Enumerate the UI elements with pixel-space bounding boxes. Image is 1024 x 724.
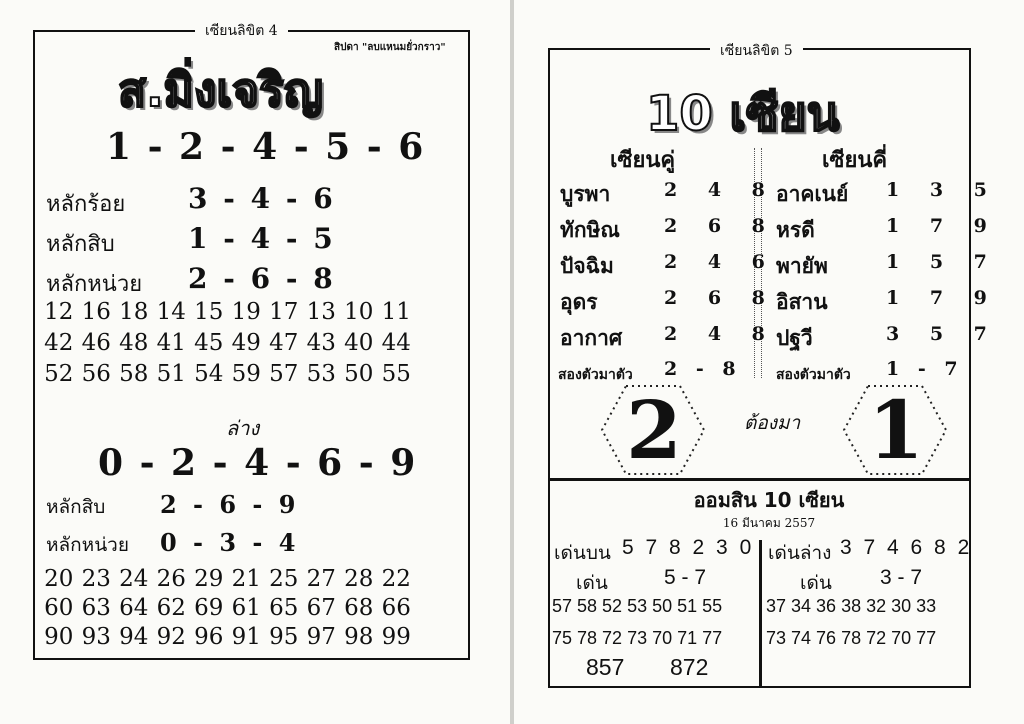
grid-cell: 58 xyxy=(119,361,149,387)
even-pair-label: สองตัวมาตัว xyxy=(558,367,633,383)
top-row-1: 57 58 52 53 50 51 55 xyxy=(552,596,723,616)
grid-cell: 99 xyxy=(381,624,411,650)
grid-cell: 10 xyxy=(344,299,374,325)
even-digits-2: 2 6 8 xyxy=(664,215,777,237)
odd-digits-2: 1 7 9 xyxy=(886,215,999,237)
grid-cell: 91 xyxy=(231,624,261,650)
even-digits-1: 2 4 8 xyxy=(664,179,777,201)
even-pair-value: 2 - 8 xyxy=(664,358,742,380)
grid-cell: 45 xyxy=(194,330,224,356)
must-even-digit: 2 xyxy=(626,383,682,477)
grid-cell: 69 xyxy=(194,595,224,621)
right-page xyxy=(514,0,1024,724)
grid-cell: 42 xyxy=(44,330,74,356)
row-label-tens: หลักสิบ xyxy=(46,232,115,257)
grid-cell: 62 xyxy=(156,595,186,621)
odd-dir-4: อิสาน xyxy=(776,290,828,314)
main-numbers: 1 - 2 - 4 - 5 - 6 xyxy=(106,126,426,168)
grid-cell: 43 xyxy=(306,330,336,356)
grid-cell: 51 xyxy=(156,361,186,387)
even-header: เซียนคู่ xyxy=(610,148,676,173)
grid-cell: 40 xyxy=(344,330,374,356)
grid-cell: 17 xyxy=(269,299,299,325)
lower-label: ล่าง xyxy=(226,416,260,440)
top-den-value: 5 - 7 xyxy=(664,566,707,589)
row-value-lower-units: 0 - 3 - 4 xyxy=(160,528,300,557)
top-number-grid xyxy=(40,299,415,387)
grid-cell: 24 xyxy=(119,566,149,592)
grid-cell: 94 xyxy=(119,624,149,650)
row-value-hundreds: 3 - 4 - 6 xyxy=(188,182,336,215)
odd-header: เซียนคี่ xyxy=(822,148,888,173)
row-value-tens: 1 - 4 - 5 xyxy=(188,222,336,255)
bottom-number-grid xyxy=(40,566,415,650)
even-digits-5: 2 4 8 xyxy=(664,323,777,345)
left-page-label: เซียนลิขิต 4 xyxy=(195,20,288,42)
grid-cell: 97 xyxy=(306,624,336,650)
grid-cell: 61 xyxy=(231,595,261,621)
bottom-row-1: 37 34 36 38 32 30 33 xyxy=(766,596,937,616)
summary-top-rule xyxy=(548,478,971,481)
grid-cell: 65 xyxy=(269,595,299,621)
odd-pair-value: 1 - 7 xyxy=(886,358,964,380)
even-dir-5: อากาศ xyxy=(560,326,623,350)
grid-cell: 44 xyxy=(381,330,411,356)
row-label-lower-tens: หลักสิบ xyxy=(46,496,106,518)
grid-cell: 48 xyxy=(119,330,149,356)
bottom-den-label: เด่น xyxy=(800,573,832,594)
grid-cell: 13 xyxy=(306,299,336,325)
bottom-row-2: 73 74 76 78 72 70 77 xyxy=(766,628,937,648)
grid-cell: 20 xyxy=(44,566,74,592)
left-page xyxy=(0,0,510,724)
credit-text: สิปดา "ลบแหนมยั่วกราว" xyxy=(334,42,446,53)
left-title: ส.มิ่งเจริญ xyxy=(118,63,323,117)
grid-cell: 21 xyxy=(231,566,261,592)
odd-digits-5: 3 5 7 xyxy=(886,323,999,345)
grid-cell: 64 xyxy=(119,595,149,621)
grid-cell: 16 xyxy=(81,299,111,325)
grid-cell: 95 xyxy=(269,624,299,650)
top-label: เด่นบน xyxy=(554,543,611,564)
grid-cell: 18 xyxy=(119,299,149,325)
grid-cell: 90 xyxy=(44,624,74,650)
grid-cell: 49 xyxy=(231,330,261,356)
grid-cell: 23 xyxy=(81,566,111,592)
odd-digits-4: 1 7 9 xyxy=(886,287,999,309)
grid-cell: 27 xyxy=(306,566,336,592)
grid-cell: 12 xyxy=(44,299,74,325)
grid-cell: 60 xyxy=(44,595,74,621)
odd-dir-1: อาคเนย์ xyxy=(776,182,849,206)
odd-dir-3: พายัพ xyxy=(776,254,828,278)
grid-cell: 29 xyxy=(194,566,224,592)
odd-pair-label: สองตัวมาตัว xyxy=(776,367,851,383)
bottom-label: เด่นล่าง xyxy=(768,543,832,564)
grid-cell: 68 xyxy=(344,595,374,621)
grid-cell: 92 xyxy=(156,624,186,650)
even-digits-4: 2 6 8 xyxy=(664,287,777,309)
grid-cell: 25 xyxy=(269,566,299,592)
top-row-2: 75 78 72 73 70 71 77 xyxy=(552,628,723,648)
must-label: ต้องมา xyxy=(744,412,801,434)
even-digits-3: 2 4 6 xyxy=(664,251,777,273)
summary-divider xyxy=(759,540,762,688)
triple-2: 872 xyxy=(670,654,709,680)
grid-cell: 52 xyxy=(44,361,74,387)
grid-cell: 50 xyxy=(344,361,374,387)
top-den-label: เด่น xyxy=(576,573,608,594)
right-page-label: เซียนลิขิต 5 xyxy=(710,40,803,62)
bottom-digits: 3 7 4 6 8 2 xyxy=(840,536,973,559)
grid-cell: 96 xyxy=(194,624,224,650)
odd-digits-1: 1 3 5 xyxy=(886,179,999,201)
odd-dir-5: ปฐวี xyxy=(776,326,813,350)
grid-cell: 26 xyxy=(156,566,186,592)
lower-numbers: 0 - 2 - 4 - 6 - 9 xyxy=(98,442,418,484)
grid-cell: 46 xyxy=(81,330,111,356)
must-odd-digit: 1 xyxy=(868,383,924,477)
grid-cell: 19 xyxy=(231,299,261,325)
even-dir-4: อุดร xyxy=(560,290,598,314)
row-label-hundreds: หลักร้อย xyxy=(46,192,126,217)
grid-cell: 57 xyxy=(269,361,299,387)
grid-cell: 56 xyxy=(81,361,111,387)
grid-cell: 15 xyxy=(194,299,224,325)
grid-cell: 47 xyxy=(269,330,299,356)
grid-cell: 55 xyxy=(381,361,411,387)
row-value-lower-tens: 2 - 6 - 9 xyxy=(160,490,300,519)
grid-cell: 11 xyxy=(381,299,411,325)
triple-1: 857 xyxy=(586,654,625,680)
odd-digits-3: 1 5 7 xyxy=(886,251,999,273)
grid-cell: 67 xyxy=(306,595,336,621)
grid-cell: 54 xyxy=(194,361,224,387)
grid-cell: 66 xyxy=(381,595,411,621)
row-value-units: 2 - 6 - 8 xyxy=(188,262,336,295)
grid-cell: 41 xyxy=(156,330,186,356)
grid-cell: 98 xyxy=(344,624,374,650)
odd-dir-2: หรดี xyxy=(776,218,815,242)
grid-cell: 53 xyxy=(306,361,336,387)
even-dir-1: บูรพา xyxy=(560,182,611,206)
grid-cell: 59 xyxy=(231,361,261,387)
grid-cell: 63 xyxy=(81,595,111,621)
grid-cell: 93 xyxy=(81,624,111,650)
row-label-units: หลักหน่วย xyxy=(46,272,143,297)
even-dir-3: ปัจฉิม xyxy=(560,254,614,278)
summary-date: 16 มีนาคม 2557 xyxy=(722,516,816,530)
bottom-den-value: 3 - 7 xyxy=(880,566,923,589)
grid-cell: 28 xyxy=(344,566,374,592)
top-digits: 5 7 8 2 3 0 xyxy=(622,536,755,559)
summary-title: ออมสิน 10 เซียน xyxy=(693,488,845,512)
row-label-lower-units: หลักหน่วย xyxy=(46,534,129,556)
grid-cell: 14 xyxy=(156,299,186,325)
even-dir-2: ทักษิณ xyxy=(560,218,620,242)
right-title: 10 เซียน xyxy=(646,86,840,142)
grid-cell: 22 xyxy=(381,566,411,592)
